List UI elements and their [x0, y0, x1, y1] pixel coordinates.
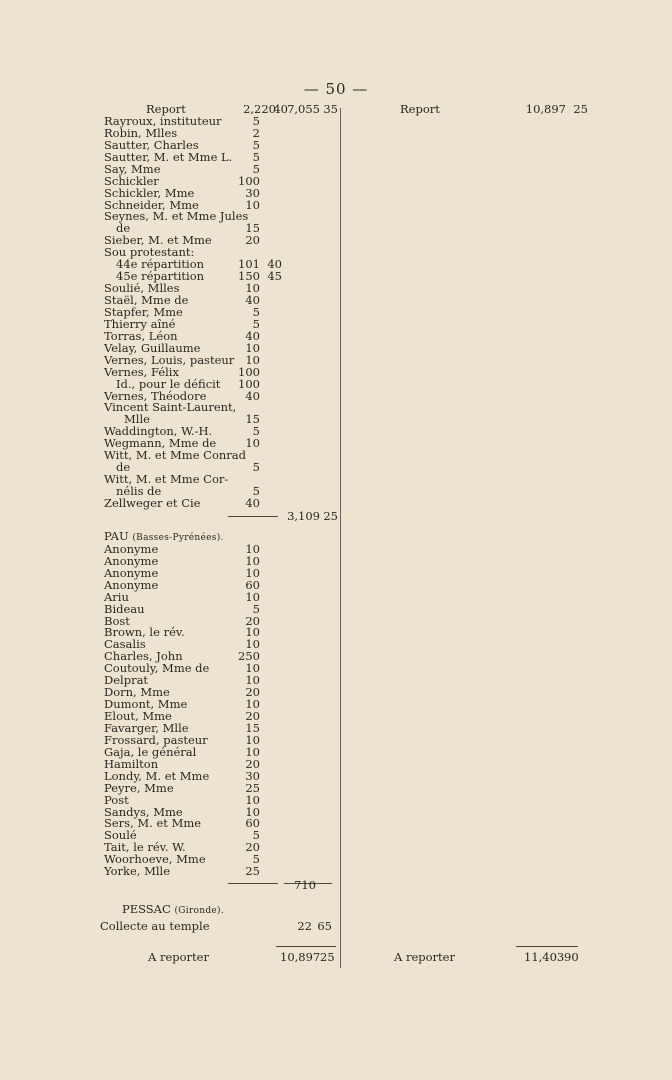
donor-name: Wegmann, Mme de: [104, 436, 217, 451]
donation-amount: 15: [245, 221, 260, 236]
donor-name: Vincent Saint-Laurent,: [104, 400, 237, 415]
left-a-reporter-a: 10,897: [280, 950, 321, 964]
donor-name: Tait, le rév. W.: [104, 840, 186, 855]
right-a-reporter-b: 90: [564, 950, 579, 964]
pau-donor-list: [98, 541, 338, 879]
donation-amount: 10: [245, 744, 260, 759]
donor-name: Torras, Léon: [104, 328, 178, 343]
donor-name: Post: [104, 792, 129, 807]
donor-name: Sers, M. et Mme: [104, 816, 202, 831]
donation-cents: 40: [267, 257, 282, 272]
donor-name: Staël, Mme de: [104, 293, 189, 307]
donor-name: nélis de: [116, 484, 162, 498]
donor-name: Vernes, Théodore: [104, 388, 207, 403]
donor-name: Anonyme: [104, 565, 159, 580]
pessac-row: Collecte au temple 22 65: [100, 919, 332, 934]
pau-heading: PAU (Basses-Pyrénées).: [104, 528, 224, 543]
donation-amount: 60: [245, 577, 260, 592]
donation-amount: 10: [245, 625, 260, 640]
donation-amount: 20: [245, 233, 260, 248]
donor-name: Seynes, M. et Mme Jules: [104, 209, 249, 224]
list-item: [98, 601, 338, 616]
donation-amount: 10: [245, 436, 260, 451]
donor-name: Gaja, le général: [104, 744, 197, 759]
donation-amount: 5: [252, 828, 260, 843]
donor-name: Anonyme: [104, 577, 159, 592]
donor-name: Anonyme: [104, 553, 159, 568]
right-report-row: Report 10,897 25: [400, 102, 588, 116]
donation-amount: 5: [252, 316, 260, 331]
donation-amount: 60: [245, 816, 260, 831]
donor-name: Favarger, Mlle: [104, 720, 189, 735]
right-a-reporter: A reporter: [394, 950, 455, 964]
donation-amount: 10: [245, 553, 260, 568]
list-item: [98, 780, 338, 795]
donor-name: Dumont, Mme: [104, 697, 188, 712]
donor-name: Vernes, Félix: [104, 364, 179, 379]
donor-name: Hamilton: [104, 756, 159, 771]
donation-amount: 10: [245, 197, 260, 212]
report-row: Report 2,220 40 7,055 35: [146, 102, 338, 116]
right-column: [346, 104, 588, 116]
donation-amount: 25: [245, 780, 260, 795]
donation-amount: 150: [238, 269, 260, 284]
left-a-reporter: A reporter: [148, 950, 209, 964]
donor-name: Sautter, Charles: [104, 137, 199, 152]
donor-name: Vernes, Louis, pasteur: [104, 352, 235, 367]
donor-name: Sautter, M. et Mme L.: [104, 149, 233, 164]
donation-amount: 10: [245, 804, 260, 819]
donor-name: Peyre, Mme: [104, 780, 174, 795]
donor-name: Schickler, Mme: [104, 185, 195, 200]
donor-name: Schickler: [104, 173, 159, 188]
donor-name: Londy, M. et Mme: [104, 768, 210, 783]
donor-name: Say, Mme: [104, 161, 161, 176]
donation-amount: 20: [245, 613, 260, 628]
donation-amount: 100: [238, 364, 260, 379]
donation-amount: 5: [252, 304, 260, 319]
right-bottom-rule: [516, 946, 578, 947]
list-item: [98, 450, 338, 462]
donor-name: Brown, le rév.: [104, 625, 185, 640]
donation-amount: 10: [245, 732, 260, 747]
donor-name: Frossard, pasteur: [104, 732, 208, 747]
donor-name: de: [116, 460, 131, 475]
donation-amount: 5: [252, 161, 260, 176]
donor-name: Yorke, Mlle: [104, 864, 171, 879]
donor-name: Soulié, Mlles: [104, 281, 180, 296]
donor-name: Sou protestant:: [104, 245, 195, 260]
pau-total-row: 710: [98, 878, 338, 894]
donor-name: Thierry aîné: [104, 316, 176, 331]
donor-name: Dorn, Mme: [104, 685, 170, 700]
donation-amount: 5: [252, 424, 260, 439]
donor-name: Sandys, Mme: [104, 804, 183, 819]
pessac-heading: PESSAC (Gironde).: [122, 902, 225, 917]
donation-amount: 30: [245, 185, 260, 200]
donation-amount: 5: [252, 601, 260, 616]
donor-name: Bideau: [104, 601, 145, 616]
donor-name: Id., pour le déficit: [116, 376, 221, 391]
donation-amount: 10: [245, 589, 260, 604]
donor-name: Witt, M. et Mme Cor-: [104, 472, 229, 487]
donor-name: Robin, Mlles: [104, 125, 178, 140]
donation-amount: 101: [238, 257, 260, 272]
donation-amount: 5: [252, 149, 260, 164]
list-item: [98, 211, 338, 223]
donation-amount: 20: [245, 840, 260, 855]
column-divider: [340, 108, 341, 968]
left-a-reporter-b: 25: [320, 950, 335, 964]
donation-amount: 20: [245, 756, 260, 771]
donation-amount: 15: [245, 720, 260, 735]
donation-amount: 10: [245, 661, 260, 676]
donation-amount: 5: [252, 460, 260, 475]
donor-name: Ariu: [104, 589, 129, 604]
donation-amount: 100: [238, 173, 260, 188]
donation-cents: 45: [267, 269, 282, 284]
subtotal-row: 3,109 25: [98, 510, 338, 524]
donor-name: 44e répartition: [116, 257, 205, 272]
donation-amount: 10: [245, 541, 260, 556]
donor-name: 45e répartition: [116, 269, 205, 284]
donation-amount: 30: [245, 768, 260, 783]
right-a-reporter-a: 11,403: [524, 950, 565, 964]
page-number: — 50 —: [303, 80, 369, 98]
donation-amount: 10: [245, 673, 260, 688]
donation-amount: 10: [245, 637, 260, 652]
donation-amount: 40: [245, 293, 260, 307]
left-bottom-rule: [276, 946, 336, 947]
donation-amount: 20: [245, 685, 260, 700]
donation-amount: 20: [245, 709, 260, 723]
list-item: [98, 866, 338, 878]
donor-name: Casalis: [104, 637, 146, 652]
donor-name: Mlle: [124, 412, 150, 427]
donation-amount: 40: [245, 495, 260, 510]
donation-amount: 25: [245, 864, 260, 879]
donor-name: Soulé: [104, 828, 137, 843]
list-item: [98, 577, 338, 592]
donation-amount: 15: [245, 412, 260, 427]
donor-name: Stapfer, Mme: [104, 304, 183, 319]
donor-name: Witt, M. et Mme Conrad: [104, 448, 247, 463]
donor-name: Delprat: [104, 673, 149, 688]
donation-amount: 10: [245, 352, 260, 367]
donor-name: de: [116, 221, 131, 236]
donor-name: Sieber, M. et Mme: [104, 233, 212, 248]
donor-name: Elout, Mme: [104, 709, 172, 723]
donation-amount: 10: [245, 565, 260, 580]
donation-amount: 2: [252, 125, 260, 140]
donor-name: Charles, John: [104, 649, 183, 664]
donation-amount: 5: [252, 137, 260, 152]
donor-name: Woorhoeve, Mme: [104, 852, 206, 867]
donor-name: Velay, Guillaume: [104, 340, 201, 355]
left-column: [98, 104, 338, 934]
donor-name: Waddington, W.-H.: [104, 424, 213, 439]
donor-name: Bost: [104, 613, 130, 628]
donation-amount: 250: [238, 649, 260, 664]
donor-name: Anonyme: [104, 541, 159, 556]
donation-amount: 100: [238, 376, 260, 391]
donation-amount: 5: [252, 484, 260, 498]
donation-amount: 10: [245, 697, 260, 712]
donor-name: Rayroux, instituteur: [104, 113, 222, 128]
subtotal-rule: [228, 516, 278, 517]
donation-amount: 40: [245, 328, 260, 343]
donor-list: [98, 113, 338, 510]
donation-amount: 5: [252, 113, 260, 128]
donation-amount: 10: [245, 792, 260, 807]
donation-amount: 10: [245, 340, 260, 355]
donation-amount: 10: [245, 281, 260, 296]
donor-name: Zellweger et Cie: [104, 495, 201, 510]
donor-name: Coutouly, Mme de: [104, 661, 210, 676]
donor-name: Schneider, Mme: [104, 197, 199, 212]
donation-amount: 5: [252, 852, 260, 867]
donation-amount: 40: [245, 388, 260, 403]
